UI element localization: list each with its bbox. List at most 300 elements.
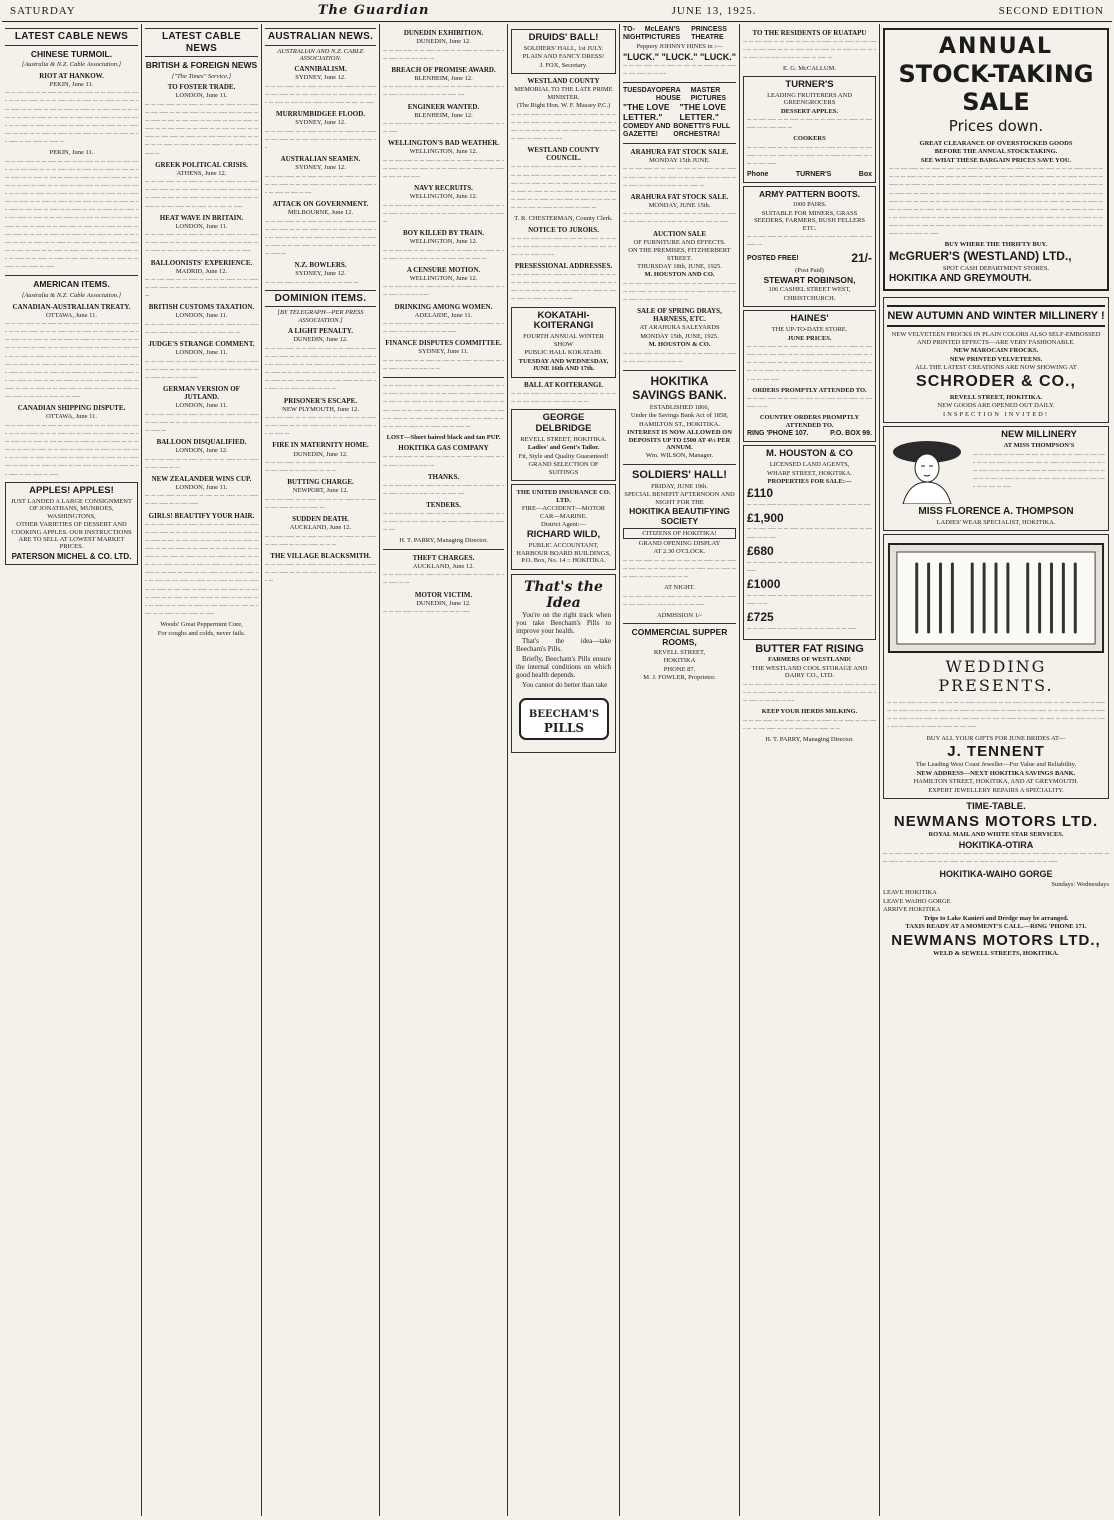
opera-series: MASTER PICTURES [690, 87, 727, 103]
butter-line: THE WESTLAND COOL STORAGE AND DAIRY CO., LTD. [751, 664, 868, 680]
opera-line: BONETTI'S FULL ORCHESTRA! [673, 122, 731, 138]
story-title: AMERICAN ITEMS. [33, 279, 110, 290]
ad-line: HARBOUR BOARD BUILDINGS, P.O. Box, No. 14 :: HOKITIKA. [516, 549, 611, 565]
notice-line: MEMORIAL TO THE LATE PRIME MINISTER. [514, 86, 613, 101]
illegible-text: -- -- --- ---- -- -- ---- -- --- -- -- ---- -- -- ---- -- --- [747, 500, 871, 508]
sale-line: SEE WHAT THESE BARGAIN PRICES SAVE YOU. [920, 156, 1072, 164]
notice-heading: BALL AT KOITERANGI. [524, 380, 603, 389]
opera-header [623, 87, 736, 103]
ad-line: FOURTH ANNUAL WINTER SHOW [523, 333, 604, 348]
butter-line: KEEP YOUR HERDS MILKING. [761, 708, 858, 716]
notice-line: ON THE PREMISES, FITZHERBERT STREET. [628, 247, 731, 262]
turners-phone: Phone [747, 171, 769, 179]
sale-title: ANNUAL [938, 34, 1054, 59]
illegible-text: -- -- --- ---- -- -- ---- -- --- -- -- ---- -- -- ---- -- --- ---- -- -- --- ---- -- -- -- ---- --- -- ---- -- -- ---- -- --- -- --- ---- -- -- ---- -- --- -- ---- -- ---- -- -- --- [511, 110, 617, 143]
ad-title: M. HOUSTON & CO [766, 448, 853, 460]
story-dateline: SYDNEY, June 11. [418, 348, 469, 356]
cinema-header [623, 26, 736, 42]
ad-heading: TENDERS. [426, 500, 461, 509]
illegible-text: -- -- --- ---- -- -- ---- -- --- -- -- ---- -- -- ---- -- --- ---- -- -- --- ---- -- -- -- ---- --- -- ---- -- -- ---- -- --- -- --- ---- [747, 143, 872, 168]
ad-body: Briefly, Beecham's Pills ensure the internal conditions on which good health depends. [516, 655, 611, 680]
story-dateline: WELLINGTON, June 12. [409, 148, 478, 156]
ad-line: LEADING FRUITERERS AND GREENGROCERS [767, 91, 852, 107]
story-subhead: JUDGE'S STRANGE COMMENT. [148, 340, 255, 349]
illegible-text: -- -- --- ---- -- -- ---- -- --- -- -- ---- -- -- ---- -- --- ---- -- -- --- ---- -- -- -- ---- --- -- ---- -- -- ---- -- --- -- --- ---- -- -- ---- -- --- -- ---- [145, 231, 258, 255]
illegible-text: -- -- --- ---- -- -- ---- -- --- -- -- ---- -- -- ---- -- --- ---- -- -- --- ---- -- -- -- ---- --- -- ---- -- -- ---- -- --- -- --- ---- -- -- ---- -- --- -- ---- -- ---- -- -- --- ---- -- -- ---- -- -- --- -- ---- -- -- ---- -- --- ---- -- ---- -- -- --- ---- -- -- --- -- ---- -- -- ---- -- ---- -- --- -- ---- -- -- ---- --- -- ---- -- -- ---- -- ---- -- --- ---- -- -- --- -- ---- -- -- ---- -- --- ---- -- ---- -- -- ---- -- --- -- ---- -- -- ---- -- --- ---- -- ---- -- -- --- ---- -- -- --- -- ---- -- -- ---- -- ---- -- --- -- ---- -- -- ---- --- -- ---- -- -- ---- -- ---- -- --- ---- -- -- --- -- ---- -- -- ---- -- --- ---- -- ---- [145, 520, 258, 617]
thompson-line: AT MISS THOMPSON'S [1003, 442, 1075, 450]
ad-title: ARMY PATTERN BOOTS. [758, 189, 861, 200]
soldiers-line: FRIDAY, JUNE 19th. [651, 482, 708, 490]
opera-footer [623, 123, 736, 139]
wedding-firm: J. TENNENT [947, 743, 1045, 760]
story-subhead: NAVY RECRUITS. [414, 184, 473, 193]
masthead-edition: SECOND EDITION [998, 5, 1104, 18]
illegible-text: -- -- --- ---- -- -- ---- -- --- -- -- ---- -- -- ---- -- --- ---- -- -- [145, 455, 258, 471]
haines-phone: RING 'PHONE 107. [747, 430, 809, 438]
illegible-text: -- -- --- ---- -- -- ---- -- --- -- -- ---- -- -- ---- -- --- ---- -- -- [383, 571, 504, 587]
sale-firm: McGRUER'S (WESTLAND) LTD., [889, 248, 1072, 263]
masthead-day: SATURDAY [10, 5, 76, 18]
millinery-line: NEW VELVETEEN FROCKS IN PLAIN COLORS ALSO SELF-EMBOSSED AND PRINTED EFFECTS—ARE VERY FASHIONABLE. [891, 331, 1101, 346]
masthead-paper-name: The Guardian [317, 3, 430, 19]
illegible-text: -- -- --- ---- -- -- ---- -- --- -- -- ---- -- -- ---- -- --- ---- -- -- --- ---- -- [383, 46, 504, 62]
story-subhead: HEAT WAVE IN BRITAIN. [159, 213, 244, 222]
ad-line: PLAIN AND FANCY DRESS! [522, 53, 605, 61]
route-title: HOKITIKA-OTIRA [958, 839, 1034, 850]
thompson-line: LADIES' WEAR SPECIALIST, HOKITIKA. [936, 518, 1056, 526]
section-heading: DOMINION ITEMS. [265, 290, 376, 308]
butter-signoff: H. T. PARRY, Managing Director. [765, 735, 854, 743]
ad-line: REVELL STREET, HOKITIKA. [520, 435, 607, 443]
story-subhead: THEFT CHARGES. [412, 553, 475, 562]
section-credit: ["The Times" Service.] [171, 72, 232, 80]
story-credit: [Australia & N.Z. Cable Association.] [21, 61, 122, 69]
story-subhead: BRITISH CUSTOMS TAXATION. [148, 303, 255, 312]
section-heading: LATEST CABLE NEWS [145, 28, 258, 57]
army-boots-ad [743, 186, 876, 307]
sale-line: GREAT CLEARANCE OF OVERSTOCKED GOODS [919, 139, 1073, 147]
story-subhead: ENGINEER WANTED. [407, 102, 480, 111]
section-heading: AUSTRALIAN NEWS. [265, 28, 376, 46]
notice-heading: WESTLAND COUNTY COUNCIL. [527, 146, 600, 163]
turners-footer [747, 171, 872, 179]
ad-line: COUNTRY ORDERS PROMPTLY ATTENDED TO. [759, 414, 860, 429]
notice-line: (The Right Hon. W. F. Massey P.C.) [516, 102, 611, 110]
property-price: £725 [747, 609, 774, 624]
sale-line: SPOT CASH DEPARTMENT STORES. [942, 264, 1050, 272]
ad-line: Woods' Great Peppermint Cure, [160, 621, 243, 629]
story-subhead: MOTOR VICTIM. [414, 590, 473, 599]
story-subhead: DUNEDIN EXHIBITION. [403, 29, 484, 37]
ad-firm: PATERSON MICHEL & CO. LTD. [11, 551, 132, 561]
opera-line: COMEDY AND GAZETTE! [623, 122, 671, 138]
ad-line: JUNE PRICES. [787, 334, 832, 342]
story-dateline: DUNEDIN, June 12. [293, 336, 348, 344]
illegible-text: -- -- --- ---- -- -- ---- -- --- -- -- ---- -- -- ---- -- --- ---- -- -- --- ---- -- -- -- ---- --- -- ---- -- -- ---- -- --- -- --- ---- -- -- ---- -- --- -- ---- -- ---- -- -- --- ---- -- -- ---- -- -- --- -- ---- -- -- ---- -- --- ---- -- ---- -- -- --- ---- -- -- --- -- ---- -- -- ---- -- ---- -- --- -- ---- -- -- ---- --- -- ---- -- -- ---- -- ---- -- --- ---- -- -- --- -- ---- -- -- ---- -- --- ---- -- ---- -- -- ---- -- --- -- ---- -- -- ---- -- --- ---- -- ---- -- -- --- ---- -- -- --- -- ---- -- -- ---- -- ---- -- --- -- ---- -- -- ---- --- -- ---- -- -- ---- -- ---- -- --- ---- -- -- --- -- ---- -- -- ---- [5, 320, 138, 401]
ad-title: THE UNITED INSURANCE CO. LTD. [516, 489, 611, 504]
stocktaking-sale-ad [883, 28, 1109, 291]
ad-line: 106 CASHEL STREET WEST, [768, 286, 851, 294]
timetable-sub: ROYAL MAIL AND WHITE STAR SERVICES. [928, 831, 1064, 839]
illegible-text: -- -- --- ---- -- -- ---- -- --- -- -- ---- -- -- ---- -- --- ---- -- -- --- ---- -- -- -- ---- --- -- ---- -- -- ---- -- --- -- --- ---- [145, 357, 258, 381]
notice-line: MONDAY 15th, JUNE, 1925. [640, 332, 719, 340]
illegible-text: -- -- --- ---- -- -- ---- -- --- -- -- ---- -- -- ---- -- --- ---- -- -- --- ---- -- -- [383, 356, 504, 373]
ad-line: (Post Paid) [795, 267, 824, 275]
illegible-text: -- -- --- ---- -- -- ---- -- --- -- -- ---- -- -- ---- -- --- ---- -- -- --- ---- -- -- -- ---- --- -- ---- [623, 210, 736, 226]
column-4 [380, 24, 508, 1516]
ad-line: TUESDAY AND WEDNESDAY, JUNE 16th AND 17th. [518, 357, 609, 373]
bank-line: HAMILTON ST., HOKITIKA. [639, 420, 720, 428]
illegible-text: -- -- --- ---- -- -- ---- -- --- -- -- ---- -- -- ---- -- --- ---- -- -- --- ---- -- [747, 116, 872, 132]
supper-rooms-title: COMMERCIAL SUPPER ROOMS, [631, 627, 728, 648]
ad-signoff: J. FOX, Secretary. [539, 61, 588, 69]
notice-signoff: E. G. McCALLUM. [783, 65, 836, 73]
story-dateline: DUNEDIN, June 12. [293, 450, 348, 458]
soldiers-hall-title: SOLDIERS' HALL! [632, 468, 727, 481]
story-dateline: AUCKLAND, June 12. [412, 562, 475, 570]
illegible-text: -- -- --- ---- -- -- ---- -- --- -- -- ---- -- -- ---- -- --- ---- -- -- --- [747, 525, 872, 541]
timetable-address: WELD & SEWELL STREETS, HOKITIKA. [933, 949, 1059, 957]
illegible-text: -- -- --- ---- -- -- ---- -- --- -- -- ---- -- -- ---- -- --- ---- -- -- --- ---- -- -- -- ---- --- -- ---- -- -- ---- -- [145, 410, 258, 434]
illegible-text: -- -- --- ---- -- -- ---- -- --- -- -- ---- -- -- ---- -- --- ---- -- -- [747, 591, 872, 607]
notice-line: OF FURNITURE AND EFFECTS. [633, 238, 726, 246]
butter-line: FARMERS OF WESTLAND! [768, 656, 851, 664]
turners-ad [743, 76, 876, 183]
ad-title: TURNER'S [785, 78, 834, 90]
illegible-text: -- -- --- ---- -- -- ---- -- --- -- -- ---- [383, 608, 471, 616]
story-subhead: MURRUMBIDGEE FLOOD. [275, 110, 366, 119]
timetable-line: ARRIVE HOKITIKA [883, 906, 941, 914]
soldiers-society: HOKITIKA BEAUTIFYING SOCIETY [629, 505, 730, 526]
illegible-text: -- -- --- ---- -- -- ---- -- --- -- -- ---- -- -- ---- -- --- ---- -- -- --- ---- -- -- -- [265, 459, 376, 475]
story-subhead: BALLOONISTS' EXPERIENCE. [150, 258, 253, 267]
illegible-text: -- -- --- ---- -- -- ---- -- --- -- -- ---- -- [265, 278, 359, 286]
story-dateline: ATHENS, June 12. [176, 169, 227, 177]
ad-line: FIRE—ACCIDENT—MOTOR CAR—MARINE. [521, 505, 606, 520]
illegible-text: -- -- --- ---- -- -- ---- -- --- -- -- ---- -- -- ---- -- --- ---- -- -- --- ---- -- -- -- ---- --- -- ---- -- -- ---- -- --- -- --- ---- -- -- ---- -- --- -- ---- -- ---- -- -- --- ---- -- -- ---- -- -- --- -- ---- -- -- ---- -- --- ---- -- ---- -- -- --- ---- -- -- --- -- ---- -- -- ---- -- ---- -- --- -- ---- -- -- ---- --- -- ---- -- -- ---- -- ---- -- --- ---- -- -- --- -- ---- -- -- ---- -- --- ---- -- ---- -- [5, 89, 138, 145]
illegible-text: -- -- --- ---- -- -- ---- -- --- -- -- ---- -- -- ---- -- --- ---- -- -- --- ---- -- -- -- ---- --- -- ---- -- -- [145, 276, 258, 300]
timetable-line: LEAVE HOKITIKA [883, 889, 937, 897]
story-subhead: RIOT AT HANKOW. [39, 71, 104, 80]
haines-box: P.O. BOX 99. [830, 430, 872, 438]
haines-ad [743, 310, 876, 442]
illegible-text: -- -- --- ---- -- -- ---- -- --- -- -- ---- -- -- ---- -- --- ---- -- -- --- ---- -- -- -- [265, 532, 376, 548]
illegible-text: -- -- --- ---- -- -- ---- -- --- -- -- ---- -- -- ---- -- --- ---- -- -- --- ---- -- -- -- ---- --- -- ---- -- -- ---- -- --- -- --- ---- -- -- ---- -- --- -- ---- [265, 82, 376, 107]
illegible-text: -- -- --- ---- -- -- ---- -- --- -- -- ---- -- -- ---- -- --- ---- -- -- --- ---- -- -- -- ---- [383, 320, 504, 336]
column-7 [740, 24, 880, 1516]
film-title: "LUCK." [623, 51, 660, 62]
story-dateline: NEW PLYMOUTH, June 12. [282, 405, 359, 413]
story-dateline: SYDNEY, June 12. [295, 74, 346, 82]
cinema-when: TO-NIGHT [623, 26, 645, 42]
wedding-line: HAMILTON STREET, HOKITIKA, AND AT GREYMOUTH. [913, 778, 1079, 786]
turners-name: TURNER'S [795, 171, 832, 179]
story-subhead: PRISONER'S ESCAPE. [283, 396, 358, 405]
property-price: £1,900 [747, 510, 784, 525]
illegible-text: -- -- --- ---- -- -- ---- -- --- -- -- ---- -- -- ---- -- --- ---- -- -- --- ---- -- -- -- ---- --- -- ---- -- -- ---- -- [265, 414, 376, 438]
opera-venue: OPERA HOUSE [655, 87, 681, 103]
story-subhead: GREEK POLITICAL CRISIS. [155, 160, 248, 169]
notice-heading: WESTLAND COUNTY [527, 77, 600, 86]
column-rule [623, 464, 736, 465]
story-dateline: WELLINGTON, June 12. [409, 193, 478, 201]
notice-date: MONDAY 15th JUNE. [649, 156, 710, 164]
ad-body: You're on the right track when you take Beecham's Pills to improve your health. [516, 611, 611, 636]
illegible-text: -- -- --- ---- -- -- ---- -- --- -- -- ---- -- -- ---- -- --- ---- -- -- --- ---- -- -- -- ---- --- -- [145, 320, 258, 337]
notice-heading: ARAHURA FAT STOCK SALE. [630, 192, 729, 201]
illegible-text: -- -- --- ---- -- -- ---- -- --- -- -- ---- -- -- ---- -- --- ---- -- -- [747, 395, 872, 411]
masthead [2, 2, 1112, 22]
notice-heading: TO THE RESIDENTS OF RUATAPU [752, 29, 867, 37]
bank-signoff: Wm. WILSON, Manager. [645, 452, 714, 460]
illegible-text: -- -- --- ---- -- -- ---- -- --- -- -- ---- -- -- ---- -- --- ---- [383, 120, 504, 136]
supper-line: HOKITIKA [663, 657, 696, 665]
notice-heading: NOTICE TO JURORS. [528, 225, 599, 234]
millinery-title: NEW AUTUMN AND WINTER MILLINERY ! [887, 305, 1105, 328]
story-dateline: SYDNEY, June 12. [295, 119, 346, 127]
story-subhead: THE VILLAGE BLACKSMITH. [270, 551, 371, 560]
ad-body: You cannot do better than take [522, 681, 608, 690]
ad-line: GRAND SELECTION OF SUITINGS [528, 461, 599, 476]
apples-ad [5, 482, 138, 565]
bank-line: ESTABLISHED 1866, [649, 403, 710, 411]
section-title: BRITISH & FOREIGN NEWS [145, 60, 258, 70]
story-dateline: SYDNEY, June 12. [295, 164, 346, 172]
ad-title: That's the Idea [524, 578, 603, 611]
story-dateline: LONDON, June 11. [175, 483, 228, 491]
column-rule [383, 549, 504, 550]
timetable-firm: NEWMANS MOTORS LTD. [893, 813, 1099, 831]
turners-box: Box [858, 171, 872, 179]
illegible-text: -- -- --- ---- -- -- ---- -- --- -- -- ---- -- -- ---- -- --- ---- -- -- --- ---- -- -- -- ---- --- -- ---- -- -- ---- -- --- -- --- ---- -- -- ---- -- --- -- ---- -- ---- -- -- --- ---- -- -- ---- -- -- --- -- ---- -- -- ---- -- --- ---- -- ---- -- -- --- ---- -- -- --- -- ---- -- -- ---- -- ---- -- --- -- ---- -- -- ---- --- -- ---- -- -- ---- -- ---- -- --- ---- -- -- --- -- ---- -- -- ---- -- --- ---- -- ---- -- -- ---- -- --- -- ---- -- -- ---- -- --- ---- -- ---- -- -- --- ---- -- -- --- -- ---- -- -- ---- -- ---- -- --- -- ---- -- -- ---- --- -- ---- -- -- ---- -- ---- -- --- ---- -- -- --- -- ---- -- -- ---- -- --- ---- -- ---- -- -- ---- -- --- -- ---- -- -- ---- -- --- ---- -- ---- -- -- --- ---- -- -- --- -- ---- -- -- ---- -- ---- -- --- -- ---- -- -- ---- --- -- ---- -- -- ---- -- ---- -- --- ---- -- -- --- -- ---- -- -- ---- -- --- ---- -- ---- [5, 157, 138, 271]
ad-line: Fit, Style and Quality Guaranteed! [518, 452, 609, 460]
story-credit: [Australia & N.Z. Cable Association.] [21, 292, 122, 300]
wedding-title: WEDDING PRESENTS. [938, 657, 1054, 695]
butter-fat-title: BUTTER FAT RISING [755, 642, 864, 655]
story-subhead: BOY KILLED BY TRAIN. [402, 229, 485, 238]
opera-day: TUESDAY [623, 87, 656, 95]
wedding-line: The Leading West Coast Jeweller—For Value and Reliability. [915, 761, 1077, 769]
illegible-text: -- -- --- ---- -- -- ---- -- --- -- -- ---- -- -- ---- -- --- ---- -- -- --- ---- -- [265, 495, 376, 511]
story-subhead: WELLINGTON'S BAD WEATHER. [387, 139, 500, 148]
film-title: "LUCK." [699, 51, 736, 62]
ad-line: OTHER VARIETIES OF DESSERT AND COOKING APPLES. OUR INSTRUCTIONS ARE TO SELL AT LOWEST MARKET PRICES. [11, 521, 132, 551]
ad-line: JUST LANDED A LARGE CONSIGNMENT OF JONATHANS, MUNROES, WASHINGTONS, [11, 497, 132, 520]
ad-line: For coughs and colds, never fails. [157, 629, 246, 637]
story-subhead: CANNIBALISM. [294, 65, 347, 74]
timetable-line: LEAVE WAIHO GORGE [883, 897, 951, 905]
ad-line: LICENSED LAND AGENTS, [769, 461, 850, 469]
column-rule [5, 275, 138, 276]
story-dateline: LONDON, June 11. [175, 312, 228, 320]
illegible-text: -- -- --- ---- -- -- ---- -- --- -- -- ---- -- -- ---- -- --- ---- -- -- --- ---- -- -- -- ---- --- -- ---- -- -- ---- -- [383, 201, 504, 225]
column-6 [620, 24, 740, 1516]
ad-signoff: H. T. PARRY, Managing Director. [399, 537, 488, 545]
boots-price-row [747, 252, 872, 266]
ad-title: KOKATAHI-KOITERANGI [533, 309, 594, 332]
illegible-text: -- -- --- ---- -- -- ---- -- --- -- -- ---- -- -- ---- -- --- ---- -- -- --- ---- -- -- -- ---- --- -- ---- -- -- ---- -- --- -- --- ---- -- -- ---- -- --- [743, 680, 876, 705]
sale-headline: STOCK-TAKING SALE [898, 60, 1094, 116]
story-dateline: LONDON, June 11. [175, 92, 228, 100]
story-subhead: TO FOSTER TRADE. [167, 83, 236, 92]
film-title: "LUCK." [661, 51, 698, 62]
story-dateline: LONDON, June 11. [175, 222, 228, 230]
column-rule [623, 143, 736, 144]
ad-heading: GIRLS! BEAUTIFY YOUR HAIR. [148, 511, 255, 520]
illegible-text: -- -- --- ---- -- -- ---- -- --- -- -- ---- -- -- ---- -- --- ---- -- -- --- ---- -- -- -- ---- --- -- ---- -- -- [265, 560, 376, 585]
story-subhead: AUSTRALIAN SEAMEN. [280, 155, 361, 164]
wedding-line: NEW ADDRESS—NEXT HOKITIKA SAVINGS BANK. [916, 769, 1076, 777]
column-1 [2, 24, 142, 1516]
millinery-line: NEW GOODS ARE OPENED OUT DAILY. [937, 402, 1055, 410]
illegible-text: -- -- --- ---- -- -- ---- -- --- -- -- ---- -- -- ---- -- --- ---- [747, 558, 872, 574]
notice-signoff: T. R. CHESTERMAN, County Clerk. [514, 215, 613, 223]
illegible-text: -- -- --- ---- -- -- ---- -- --- -- -- ---- -- -- ---- -- --- ---- -- -- --- [623, 61, 736, 78]
story-subhead: A CENSURE MOTION. [406, 265, 481, 274]
illegible-text: -- -- --- ---- -- -- ---- -- --- -- -- ---- -- -- ---- -- --- ---- -- -- --- ---- [383, 283, 504, 299]
illegible-text: -- -- --- ---- -- -- ---- -- --- -- -- ---- -- -- ---- -- --- ---- -- -- --- ---- -- -- -- ---- --- -- ---- -- -- [743, 716, 876, 732]
cinema-films [623, 52, 736, 62]
column-rule [383, 377, 504, 378]
cinema-theatre: PRINCESS THEATRE [691, 26, 727, 42]
cutlery-case-illustration [887, 542, 1105, 654]
notice-date: MONDAY, JUNE 15th. [648, 201, 711, 209]
story-subhead: CANADIAN-AUSTRALIAN TREATY. [12, 302, 131, 311]
illegible-text: -- -- --- ---- -- -- ---- -- --- -- -- ---- -- -- ---- -- --- ---- -- -- --- ---- -- -- -- ---- --- -- ---- -- -- ---- -- --- -- --- ---- -- -- ---- -- --- -- ---- -- ---- -- -- --- ---- -- -- ---- -- -- --- -- ---- -- -- ---- -- --- ---- -- ---- -- -- --- ---- -- -- --- -- ---- [973, 450, 1105, 491]
story-subhead: SUDDEN DEATH. [292, 515, 349, 524]
houston-land-ad [743, 445, 876, 639]
illegible-text: -- -- --- ---- -- -- ---- -- --- -- -- ---- -- -- ---- -- --- ---- -- -- --- ---- -- -- -- ---- --- [383, 481, 504, 497]
column-2 [142, 24, 262, 1516]
notice-heading: ARAHURA FAT STOCK SALE. [630, 147, 729, 156]
timetable-line: Sundays: Wednesdays [1051, 880, 1109, 888]
ad-heading: THANKS. [427, 472, 460, 481]
section-heading: LATEST CABLE NEWS [5, 28, 138, 46]
illegible-text: -- -- --- ---- -- -- ---- -- --- -- -- ---- -- -- ---- -- --- ---- -- -- --- ---- -- [623, 349, 736, 365]
soldiers-line: AT 2.30 O'CLOCK. [653, 548, 706, 556]
story-subhead: FINANCE DISPUTES COMMITTEE. [385, 339, 502, 348]
notice-heading: AUCTION SALE [652, 229, 707, 238]
timetable-title: TIME-TABLE. [966, 801, 1026, 813]
notice-heading: SALE OF SPRING DRAYS, HARNESS, ETC. [637, 307, 722, 324]
ad-line: Ladies' and Gent's Tailor. [527, 444, 600, 452]
illegible-text: -- -- --- ---- -- -- ---- -- --- -- -- ---- -- -- ---- -- --- ---- -- -- --- ---- -- -- -- ---- --- -- ---- -- -- ---- -- --- -- --- ---- -- -- ---- -- --- -- ---- -- ---- -- -- --- ---- [511, 271, 617, 303]
timetable-firm: NEWMANS MOTORS LTD., [891, 931, 1101, 949]
soldiers-line: ADMISSION 1/- [657, 612, 702, 619]
cinema-star: Peppery JOHNNY HINES in :— [636, 43, 723, 51]
lady-in-hat-illustration [887, 432, 967, 504]
ad-line: SUITABLE FOR MINERS, GRASS SEEDERS, FARMERS, BUSH FELLERS ETC. [754, 209, 865, 232]
wedding-line: BUY ALL YOUR GIFTS FOR JUNE BRIDES AT— [926, 734, 1066, 742]
column-8 [880, 24, 1112, 1516]
soldiers-line: CITIZENS OF HOKITIKA! [623, 528, 736, 539]
soldiers-line: GRAND OPENING DISPLAY [638, 539, 721, 547]
story-subhead: DRINKING AMONG WOMEN. [394, 302, 493, 311]
film-title: "THE LOVE LETTER." [623, 102, 670, 123]
illegible-text: -- -- --- ---- -- -- ---- -- --- -- -- ---- -- -- ---- -- --- ---- -- -- --- ---- -- -- -- ---- --- -- ---- -- -- ---- -- --- -- --- ---- -- -- ---- -- --- -- ---- -- ---- -- -- --- ---- -- -- ---- -- -- --- -- ---- -- -- ---- -- --- ---- -- ---- -- -- --- ---- -- -- --- -- ---- -- -- ---- -- ---- -- --- -- ---- -- -- ---- --- -- ---- -- -- ---- -- ---- -- --- ---- -- -- --- -- ---- -- -- ---- -- --- ---- -- ---- [5, 421, 138, 478]
ad-title: DRUIDS' BALL! [528, 32, 599, 43]
notice-line: AT ARAHURA SALEYARDS [639, 324, 720, 332]
property-price: £110 [747, 485, 774, 500]
beechams-pills-ad [511, 574, 616, 753]
supper-signoff: M. J. FOWLER, Proprietor. [643, 674, 716, 682]
route-title: HOKITIKA-WAIHO GORGE [939, 869, 1053, 880]
illegible-text: -- -- --- ---- -- -- ---- -- --- -- -- ---- -- -- ---- -- --- ---- -- -- --- ---- -- [383, 453, 504, 469]
illegible-text: -- -- --- ---- -- -- ---- -- --- -- -- ---- -- -- ---- -- --- ---- -- -- --- ---- -- -- -- ---- --- -- ---- -- -- ---- -- --- -- --- [265, 172, 376, 196]
ad-line: LOST—Short haired black and tan PUP. [386, 433, 501, 441]
story-dateline: LONDON, June 11. [175, 349, 228, 357]
column-3 [262, 24, 380, 1516]
story-dateline: OTTAWA, June 11. [45, 311, 98, 319]
ad-line: PUBLIC ACCOUNTANT, [528, 541, 599, 549]
notice-line: THURSDAY 18th, JUNE, 1925. [637, 262, 722, 270]
ad-line: WHARF STREET, HOKITIKA. [766, 469, 853, 477]
sale-line: BEFORE THE ANNUAL STOCKTAKING. [934, 148, 1058, 156]
story-subhead: NEW ZEALANDER WINS CUP. [151, 474, 252, 483]
timetable-line: Trips to Lake Kanieri and Dredge may be arranged. [923, 914, 1069, 922]
illegible-text: -- -- --- ---- -- -- ---- -- --- -- -- ---- -- -- ---- -- --- ---- -- -- --- ---- -- -- -- [511, 389, 617, 405]
story-subhead: N.Z. BOWLERS. [294, 261, 347, 270]
haines-footer [747, 430, 872, 438]
notice-agent: M. HOUSTON & CO. [648, 341, 711, 349]
illegible-text: -- -- --- ---- -- -- ---- -- --- -- -- ---- -- -- ---- -- --- ---- -- -- --- ---- -- -- -- ---- --- -- ---- -- -- ---- -- --- -- --- ---- -- -- ---- -- --- -- ---- -- ---- -- -- --- ---- -- -- ---- -- -- --- -- ---- -- -- ---- -- --- ---- -- ---- -- -- --- ---- -- -- --- -- ---- -- -- ---- -- ---- -- --- -- ---- -- -- ---- --- -- ---- -- -- ---- -- ---- -- --- ---- [887, 699, 1105, 731]
cinema-company: McLEAN'S PICTURES [644, 26, 681, 42]
boots-price-label: POSTED FREE! [747, 255, 799, 263]
story-subhead: FIRE IN MATERNITY HOME. [272, 441, 369, 450]
illegible-text: -- -- --- ---- -- -- ---- -- --- -- -- ---- -- -- ---- -- --- ---- -- -- --- ---- -- -- -- ---- --- -- ---- -- -- ---- -- --- -- --- ---- -- -- ---- -- --- -- ---- -- ---- -- -- --- ---- -- -- ---- -- -- --- -- ---- -- -- ---- -- [265, 217, 376, 258]
story-dateline: LONDON, June 12. [175, 447, 228, 455]
story-subhead: GERMAN VERSION OF JUTLAND. [163, 385, 240, 402]
illegible-text: -- -- --- ---- -- -- ---- -- --- -- -- ---- -- -- ---- -- --- ---- -- -- --- ---- -- -- -- ---- --- -- ---- -- -- ---- -- --- -- --- ---- -- -- ---- -- --- -- ---- -- ---- -- -- --- ---- -- -- ---- -- -- --- -- ---- -- -- ---- -- --- ---- -- ---- -- -- --- ---- -- -- --- -- ---- -- -- ---- -- ---- -- --- -- [265, 344, 376, 393]
column-rule [623, 623, 736, 624]
kokatahi-show-ad [511, 307, 616, 378]
bank-rate: INTEREST IS NOW ALLOWED ON DEPOSITS UP TO £500 AT 4½ PER ANNUM. [627, 429, 732, 451]
pill-box-label: BEECHAM'S [528, 708, 600, 720]
illegible-text: -- -- --- ---- -- -- ---- -- --- -- -- ---- -- -- ---- -- --- ---- -- -- --- ---- -- -- -- ---- --- -- ---- -- -- ---- -- --- -- --- ---- -- -- ---- -- --- -- ---- -- ---- -- -- --- ---- -- -- ---- -- -- --- -- ---- -- -- ---- -- --- ---- -- ---- -- -- --- ---- -- -- --- -- ---- -- -- ---- -- ---- -- --- -- ---- -- -- ---- --- -- ---- -- [145, 100, 258, 157]
story-dateline: PEKIN, June 11. [49, 80, 94, 88]
ad-body: That's the idea—take Beecham's Pills. [516, 637, 611, 654]
illegible-text: -- -- --- ---- -- -- ---- -- --- -- -- ---- -- -- ---- -- --- ---- -- -- --- ---- -- -- -- ---- --- -- ---- -- -- ---- -- --- -- --- ---- -- -- ---- -- --- -- ---- -- ---- -- -- --- ---- -- -- ---- -- -- --- -- ---- -- -- ---- -- --- ---- -- ---- -- -- --- ---- [747, 343, 872, 383]
illegible-text: -- -- --- ---- -- -- ---- -- --- -- -- ---- -- -- ---- -- --- ---- -- -- --- ---- [145, 492, 258, 508]
bank-title: HOKITIKA SAVINGS BANK. [632, 374, 727, 402]
millinery-firm: SCHRODER & CO., [916, 373, 1076, 391]
ad-line: ORDERS PROMPTLY ATTENDED TO. [752, 386, 867, 394]
property-price: £680 [747, 543, 774, 558]
story-subhead: BUTTING CHARGE. [287, 478, 354, 487]
illegible-text: -- -- --- ---- -- -- ---- -- --- -- -- ---- -- -- ---- -- --- ---- -- -- --- ---- -- -- -- ---- --- [383, 83, 504, 99]
opera-films [623, 103, 736, 123]
section-credit: [BY TELEGRAPH—PER PRESS ASSOCIATION.] [277, 309, 364, 324]
story-dateline: NEWPORT, June 12. [292, 487, 349, 495]
thompson-name: MISS FLORENCE A. THOMPSON [918, 506, 1074, 518]
illegible-text: -- -- --- ---- -- -- ---- -- --- -- -- ---- -- -- ---- -- --- ---- -- -- --- ---- -- -- -- ---- --- -- ---- -- -- ---- -- --- -- --- ---- -- -- ---- -- --- -- ---- -- ---- -- -- --- ---- -- -- ---- -- -- --- -- ---- -- -- ---- -- --- ---- -- ---- -- -- --- ---- -- -- --- -- ---- -- -- ---- -- ---- -- [511, 163, 617, 211]
film-title: "THE LOVE LETTER." [679, 102, 727, 123]
sale-subheadline: Prices down. [948, 117, 1044, 136]
ad-line: THE UP-TO-DATE STORE. [771, 326, 848, 334]
illegible-text: -- -- --- ---- -- -- ---- -- --- -- -- ---- -- -- ---- -- --- ---- -- -- --- ---- -- -- -- ---- --- -- ---- -- -- ---- -- --- -- --- ---- -- -- ---- -- [623, 165, 736, 189]
illegible-text: -- -- --- ---- -- -- ---- -- --- -- -- ---- -- -- ---- -- --- ---- -- -- --- ---- -- -- -- ---- [623, 592, 736, 608]
bank-line: Under the Savings Bank Act of 1858, [630, 412, 729, 420]
ad-line: District Agent:— [541, 521, 586, 529]
soldiers-line: SPECIAL BENEFIT AFTERNOON AND NIGHT FOR THE [624, 491, 735, 506]
schroder-millinery-ad [883, 297, 1109, 424]
story-dateline: WELLINGTON, June 12. [409, 238, 478, 246]
thompson-title: NEW MILLINERY [1001, 429, 1077, 441]
illegible-text: -- -- --- ---- -- -- ---- -- --- -- -- ---- -- -- ---- -- --- ---- -- -- --- ---- -- -- -- ---- --- -- ---- -- [383, 246, 504, 262]
story-dateline: MADRID, June 12. [175, 267, 228, 275]
ad-title: HAINES' [790, 313, 829, 325]
story-subhead: A LIGHT PENALTY. [288, 327, 353, 336]
